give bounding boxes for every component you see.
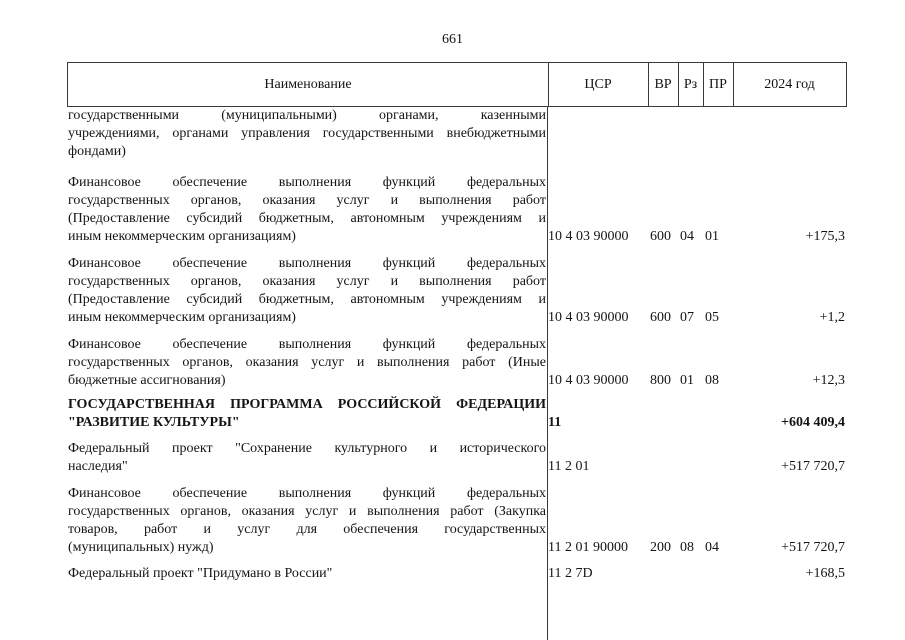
header-rz: Рз [683, 77, 698, 92]
header-vr: ВР [654, 77, 672, 92]
row-amount: +517 720,7 [781, 459, 845, 474]
row-name: Финансовое обеспечение выполнения функций федеральных государственных органов, оказания услуг и выполнения работ (Закупка товаров, работ и услуг для обеспечения государственных (муниципальных) нужд) [68, 486, 546, 555]
row-name: Федеральный проект "Сохранение культурного и исторического наследия" [68, 441, 546, 474]
header-year: 2024 год [764, 77, 815, 92]
row-amount: +517 720,7 [781, 540, 845, 555]
header-pr: ПР [709, 77, 727, 92]
row-vr: 200 [650, 540, 671, 555]
row-amount: +604 409,4 [781, 415, 845, 430]
row-csr: 11 2 01 90000 [548, 540, 628, 555]
page-number: 661 [442, 32, 463, 47]
row-name: ГОСУДАРСТВЕННАЯ ПРОГРАММА РОССИЙСКОЙ ФЕДЕРАЦИИ "РАЗВИТИЕ КУЛЬТУРЫ" [68, 397, 546, 430]
row-pr: 08 [705, 373, 719, 388]
row-rz: 04 [680, 229, 694, 244]
row-name: Федеральный проект "Придумано в России" [68, 566, 333, 581]
row-pr: 05 [705, 310, 719, 325]
table-body [67, 107, 847, 640]
row-csr: 10 4 03 90000 [548, 373, 629, 388]
table-header [67, 62, 847, 107]
header-csr: ЦСР [584, 77, 612, 92]
row-rz: 07 [680, 310, 694, 325]
row-amount: +168,5 [805, 566, 845, 581]
row-pr: 01 [705, 229, 719, 244]
row-csr: 11 [548, 415, 562, 430]
row-name: государственными (муниципальными) органами, казенными учреждениями, органами управления государственными внебюджетными фондами) [68, 108, 546, 159]
row-csr: 10 4 03 90000 [548, 310, 629, 325]
row-vr: 600 [650, 310, 671, 325]
row-vr: 800 [650, 373, 671, 388]
row-csr: 11 2 7D [548, 566, 593, 581]
header-name: Наименование [264, 77, 352, 92]
row-rz: 01 [680, 373, 694, 388]
row-csr: 10 4 03 90000 [548, 229, 629, 244]
row-name: Финансовое обеспечение выполнения функций федеральных государственных органов, оказания услуг и выполнения работ (Предоставление субсидий бюджетным, автономным учреждениям и иным некоммерческим организациям) [68, 175, 546, 244]
row-rz: 08 [680, 540, 694, 555]
row-amount: +175,3 [805, 229, 845, 244]
row-csr: 11 2 01 [548, 459, 590, 474]
row-amount: +12,3 [812, 373, 845, 388]
row-pr: 04 [705, 540, 719, 555]
row-vr: 600 [650, 229, 671, 244]
row-name: Финансовое обеспечение выполнения функций федеральных государственных органов, оказания услуг и выполнения работ (Предоставление субсидий бюджетным, автономным учреждениям и иным некоммерческим организациям) [68, 256, 546, 325]
row-amount: +1,2 [819, 310, 845, 325]
row-name: Финансовое обеспечение выполнения функций федеральных государственных органов, оказания услуг и выполнения работ (Иные бюджетные ассигнования) [68, 337, 546, 388]
